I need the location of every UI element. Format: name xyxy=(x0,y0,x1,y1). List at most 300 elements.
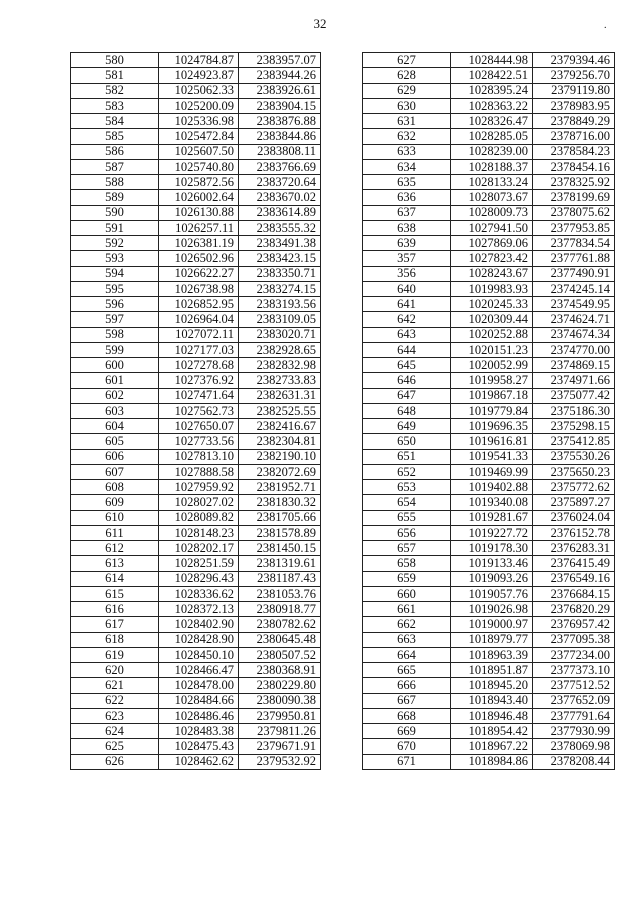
y-coordinate-cell: 2375772.62 xyxy=(533,480,615,495)
table-row xyxy=(363,175,615,190)
x-coordinate-cell: 1028073.67 xyxy=(451,190,533,205)
x-coordinate-cell: 1024784.87 xyxy=(159,53,239,68)
table-row xyxy=(363,449,615,464)
table-row xyxy=(71,708,321,723)
y-coordinate-cell: 2382525.55 xyxy=(239,403,321,418)
point-number-cell: 641 xyxy=(363,297,451,312)
table-row xyxy=(363,220,615,235)
x-coordinate-cell: 1020245.33 xyxy=(451,297,533,312)
y-coordinate-cell: 2380368.91 xyxy=(239,663,321,678)
x-coordinate-cell: 1019616.81 xyxy=(451,434,533,449)
point-number-cell: 649 xyxy=(363,419,451,434)
x-coordinate-cell: 1018946.48 xyxy=(451,708,533,723)
table-row xyxy=(71,236,321,251)
table-row xyxy=(71,190,321,205)
point-number-cell: 602 xyxy=(71,388,159,403)
table-row xyxy=(71,68,321,83)
point-number-cell: 659 xyxy=(363,571,451,586)
point-number-cell: 585 xyxy=(71,129,159,144)
x-coordinate-cell: 1019541.33 xyxy=(451,449,533,464)
table-row xyxy=(71,754,321,769)
table-row xyxy=(71,159,321,174)
table-row xyxy=(363,739,615,754)
point-number-cell: 657 xyxy=(363,541,451,556)
table-row xyxy=(363,678,615,693)
table-row xyxy=(71,373,321,388)
x-coordinate-cell: 1028422.51 xyxy=(451,68,533,83)
table-row xyxy=(71,632,321,647)
y-coordinate-cell: 2378069.98 xyxy=(533,739,615,754)
point-number-cell: 626 xyxy=(71,754,159,769)
table-row xyxy=(363,419,615,434)
x-coordinate-cell: 1026130.88 xyxy=(159,205,239,220)
y-coordinate-cell: 2374674.34 xyxy=(533,327,615,342)
x-coordinate-cell: 1028188.37 xyxy=(451,159,533,174)
table-row xyxy=(363,403,615,418)
point-number-cell: 583 xyxy=(71,98,159,113)
x-coordinate-cell: 1025062.33 xyxy=(159,83,239,98)
point-number-cell: 624 xyxy=(71,724,159,739)
y-coordinate-cell: 2380782.62 xyxy=(239,617,321,632)
y-coordinate-cell: 2381187.43 xyxy=(239,571,321,586)
table-row xyxy=(363,342,615,357)
y-coordinate-cell: 2381578.89 xyxy=(239,525,321,540)
table-row xyxy=(363,327,615,342)
y-coordinate-cell: 2374549.95 xyxy=(533,297,615,312)
table-row xyxy=(363,525,615,540)
y-coordinate-cell: 2383193.56 xyxy=(239,297,321,312)
x-coordinate-cell: 1018967.22 xyxy=(451,739,533,754)
page-number: 32 xyxy=(313,16,327,31)
y-coordinate-cell: 2379950.81 xyxy=(239,708,321,723)
x-coordinate-cell: 1018945.20 xyxy=(451,678,533,693)
point-number-cell: 632 xyxy=(363,129,451,144)
x-coordinate-cell: 1019402.88 xyxy=(451,480,533,495)
y-coordinate-cell: 2380229.80 xyxy=(239,678,321,693)
point-number-cell: 612 xyxy=(71,541,159,556)
y-coordinate-cell: 2383555.32 xyxy=(239,220,321,235)
x-coordinate-cell: 1028243.67 xyxy=(451,266,533,281)
table-row xyxy=(363,571,615,586)
x-coordinate-cell: 1026622.27 xyxy=(159,266,239,281)
point-number-cell: 614 xyxy=(71,571,159,586)
y-coordinate-cell: 2376152.78 xyxy=(533,525,615,540)
table-row xyxy=(363,144,615,159)
table-row xyxy=(363,297,615,312)
table-row xyxy=(363,190,615,205)
y-coordinate-cell: 2375077.42 xyxy=(533,388,615,403)
x-coordinate-cell: 1028326.47 xyxy=(451,114,533,129)
point-number-cell: 600 xyxy=(71,358,159,373)
table-row xyxy=(363,663,615,678)
point-number-cell: 642 xyxy=(363,312,451,327)
point-number-cell: 589 xyxy=(71,190,159,205)
table-row xyxy=(363,632,615,647)
y-coordinate-cell: 2381053.76 xyxy=(239,586,321,601)
x-coordinate-cell: 1027376.92 xyxy=(159,373,239,388)
point-number-cell: 617 xyxy=(71,617,159,632)
y-coordinate-cell: 2377930.99 xyxy=(533,724,615,739)
table-row xyxy=(363,281,615,296)
x-coordinate-cell: 1028363.22 xyxy=(451,98,533,113)
table-row xyxy=(363,586,615,601)
y-coordinate-cell: 2383491.38 xyxy=(239,236,321,251)
table-row xyxy=(71,83,321,98)
x-coordinate-cell: 1027278.68 xyxy=(159,358,239,373)
x-coordinate-cell: 1028202.17 xyxy=(159,541,239,556)
point-number-cell: 580 xyxy=(71,53,159,68)
point-number-cell: 667 xyxy=(363,693,451,708)
x-coordinate-cell: 1028462.62 xyxy=(159,754,239,769)
point-number-cell: 605 xyxy=(71,434,159,449)
table-row xyxy=(363,602,615,617)
x-coordinate-cell: 1028251.59 xyxy=(159,556,239,571)
y-coordinate-cell: 2382072.69 xyxy=(239,464,321,479)
y-coordinate-cell: 2381705.66 xyxy=(239,510,321,525)
x-coordinate-cell: 1027813.10 xyxy=(159,449,239,464)
point-number-cell: 611 xyxy=(71,525,159,540)
table-row xyxy=(363,205,615,220)
x-coordinate-cell: 1026002.64 xyxy=(159,190,239,205)
table-row xyxy=(363,266,615,281)
point-number-cell: 608 xyxy=(71,480,159,495)
point-number-cell: 662 xyxy=(363,617,451,632)
point-number-cell: 638 xyxy=(363,220,451,235)
point-number-cell: 613 xyxy=(71,556,159,571)
table-row xyxy=(71,98,321,113)
point-number-cell: 647 xyxy=(363,388,451,403)
point-number-cell: 610 xyxy=(71,510,159,525)
table-row xyxy=(71,541,321,556)
table-row xyxy=(363,434,615,449)
point-number-cell: 634 xyxy=(363,159,451,174)
x-coordinate-cell: 1026381.19 xyxy=(159,236,239,251)
table-row xyxy=(363,495,615,510)
x-coordinate-cell: 1027888.58 xyxy=(159,464,239,479)
x-coordinate-cell: 1027471.64 xyxy=(159,388,239,403)
y-coordinate-cell: 2382190.10 xyxy=(239,449,321,464)
point-number-cell: 670 xyxy=(363,739,451,754)
y-coordinate-cell: 2378454.16 xyxy=(533,159,615,174)
point-number-cell: 652 xyxy=(363,464,451,479)
x-coordinate-cell: 1019178.30 xyxy=(451,541,533,556)
y-coordinate-cell: 2382928.65 xyxy=(239,342,321,357)
y-coordinate-cell: 2383876.88 xyxy=(239,114,321,129)
table-row xyxy=(71,724,321,739)
table-row xyxy=(363,693,615,708)
point-number-cell: 597 xyxy=(71,312,159,327)
x-coordinate-cell: 1027869.06 xyxy=(451,236,533,251)
point-number-cell: 660 xyxy=(363,586,451,601)
table-row xyxy=(71,266,321,281)
x-coordinate-cell: 1027072.11 xyxy=(159,327,239,342)
table-row xyxy=(363,556,615,571)
x-coordinate-cell: 1028239.00 xyxy=(451,144,533,159)
table-row xyxy=(71,602,321,617)
point-number-cell: 599 xyxy=(71,342,159,357)
y-coordinate-cell: 2378716.00 xyxy=(533,129,615,144)
y-coordinate-cell: 2382631.31 xyxy=(239,388,321,403)
y-coordinate-cell: 2380090.38 xyxy=(239,693,321,708)
y-coordinate-cell: 2382733.83 xyxy=(239,373,321,388)
x-coordinate-cell: 1019026.98 xyxy=(451,602,533,617)
point-number-cell: 584 xyxy=(71,114,159,129)
table-row xyxy=(363,129,615,144)
table-row xyxy=(71,495,321,510)
point-number-cell: 669 xyxy=(363,724,451,739)
point-number-cell: 663 xyxy=(363,632,451,647)
table-row xyxy=(71,144,321,159)
y-coordinate-cell: 2374624.71 xyxy=(533,312,615,327)
table-row xyxy=(71,403,321,418)
table-row xyxy=(71,449,321,464)
y-coordinate-cell: 2375412.85 xyxy=(533,434,615,449)
x-coordinate-cell: 1019867.18 xyxy=(451,388,533,403)
x-coordinate-cell: 1027823.42 xyxy=(451,251,533,266)
table-row xyxy=(71,175,321,190)
point-number-cell: 661 xyxy=(363,602,451,617)
y-coordinate-cell: 2375298.15 xyxy=(533,419,615,434)
x-coordinate-cell: 1020052.99 xyxy=(451,358,533,373)
point-number-cell: 356 xyxy=(363,266,451,281)
point-number-cell: 609 xyxy=(71,495,159,510)
point-number-cell: 631 xyxy=(363,114,451,129)
table-row xyxy=(71,220,321,235)
x-coordinate-cell: 1024923.87 xyxy=(159,68,239,83)
y-coordinate-cell: 2383844.86 xyxy=(239,129,321,144)
point-number-cell: 646 xyxy=(363,373,451,388)
y-coordinate-cell: 2383350.71 xyxy=(239,266,321,281)
y-coordinate-cell: 2378208.44 xyxy=(533,754,615,769)
x-coordinate-cell: 1020309.44 xyxy=(451,312,533,327)
table-row xyxy=(363,159,615,174)
point-number-cell: 601 xyxy=(71,373,159,388)
point-number-cell: 592 xyxy=(71,236,159,251)
page-mark: . xyxy=(604,20,607,31)
point-number-cell: 648 xyxy=(363,403,451,418)
x-coordinate-cell: 1028148.23 xyxy=(159,525,239,540)
point-number-cell: 636 xyxy=(363,190,451,205)
table-row xyxy=(71,586,321,601)
x-coordinate-cell: 1027733.56 xyxy=(159,434,239,449)
y-coordinate-cell: 2377761.88 xyxy=(533,251,615,266)
table-row xyxy=(363,236,615,251)
x-coordinate-cell: 1019281.67 xyxy=(451,510,533,525)
table-row xyxy=(71,327,321,342)
table-row xyxy=(363,541,615,556)
point-number-cell: 621 xyxy=(71,678,159,693)
table-row xyxy=(363,388,615,403)
y-coordinate-cell: 2381319.61 xyxy=(239,556,321,571)
y-coordinate-cell: 2383944.26 xyxy=(239,68,321,83)
y-coordinate-cell: 2383614.89 xyxy=(239,205,321,220)
coordinates-table-left xyxy=(70,52,321,770)
y-coordinate-cell: 2382832.98 xyxy=(239,358,321,373)
point-number-cell: 586 xyxy=(71,144,159,159)
point-number-cell: 650 xyxy=(363,434,451,449)
table-row xyxy=(363,373,615,388)
point-number-cell: 655 xyxy=(363,510,451,525)
x-coordinate-cell: 1027941.50 xyxy=(451,220,533,235)
y-coordinate-cell: 2379671.91 xyxy=(239,739,321,754)
y-coordinate-cell: 2378584.23 xyxy=(533,144,615,159)
table-row xyxy=(71,434,321,449)
x-coordinate-cell: 1019779.84 xyxy=(451,403,533,418)
x-coordinate-cell: 1018954.42 xyxy=(451,724,533,739)
x-coordinate-cell: 1026852.95 xyxy=(159,297,239,312)
x-coordinate-cell: 1025200.09 xyxy=(159,98,239,113)
x-coordinate-cell: 1027959.92 xyxy=(159,480,239,495)
y-coordinate-cell: 2378199.69 xyxy=(533,190,615,205)
table-row xyxy=(71,480,321,495)
y-coordinate-cell: 2377373.10 xyxy=(533,663,615,678)
x-coordinate-cell: 1028089.82 xyxy=(159,510,239,525)
table-row xyxy=(71,388,321,403)
x-coordinate-cell: 1026257.11 xyxy=(159,220,239,235)
table-row xyxy=(71,205,321,220)
x-coordinate-cell: 1028336.62 xyxy=(159,586,239,601)
y-coordinate-cell: 2383670.02 xyxy=(239,190,321,205)
table-row xyxy=(71,510,321,525)
table-row xyxy=(363,98,615,113)
y-coordinate-cell: 2377652.09 xyxy=(533,693,615,708)
table-row xyxy=(363,358,615,373)
x-coordinate-cell: 1019983.93 xyxy=(451,281,533,296)
x-coordinate-cell: 1027177.03 xyxy=(159,342,239,357)
table-row xyxy=(71,312,321,327)
y-coordinate-cell: 2383423.15 xyxy=(239,251,321,266)
y-coordinate-cell: 2379256.70 xyxy=(533,68,615,83)
x-coordinate-cell: 1025740.80 xyxy=(159,159,239,174)
x-coordinate-cell: 1028395.24 xyxy=(451,83,533,98)
table-row xyxy=(71,129,321,144)
y-coordinate-cell: 2380645.48 xyxy=(239,632,321,647)
x-coordinate-cell: 1028027.02 xyxy=(159,495,239,510)
y-coordinate-cell: 2378075.62 xyxy=(533,205,615,220)
x-coordinate-cell: 1028475.43 xyxy=(159,739,239,754)
y-coordinate-cell: 2377834.54 xyxy=(533,236,615,251)
y-coordinate-cell: 2377490.91 xyxy=(533,266,615,281)
y-coordinate-cell: 2381830.32 xyxy=(239,495,321,510)
table-row xyxy=(71,647,321,662)
y-coordinate-cell: 2379532.92 xyxy=(239,754,321,769)
y-coordinate-cell: 2376549.16 xyxy=(533,571,615,586)
y-coordinate-cell: 2376283.31 xyxy=(533,541,615,556)
point-number-cell: 629 xyxy=(363,83,451,98)
x-coordinate-cell: 1025872.56 xyxy=(159,175,239,190)
x-coordinate-cell: 1018979.77 xyxy=(451,632,533,647)
table-row xyxy=(71,53,321,68)
point-number-cell: 607 xyxy=(71,464,159,479)
point-number-cell: 645 xyxy=(363,358,451,373)
table-row xyxy=(71,114,321,129)
x-coordinate-cell: 1019227.72 xyxy=(451,525,533,540)
y-coordinate-cell: 2379811.26 xyxy=(239,724,321,739)
x-coordinate-cell: 1019958.27 xyxy=(451,373,533,388)
x-coordinate-cell: 1020252.88 xyxy=(451,327,533,342)
y-coordinate-cell: 2378325.92 xyxy=(533,175,615,190)
x-coordinate-cell: 1028444.98 xyxy=(451,53,533,68)
table-row xyxy=(363,114,615,129)
point-number-cell: 630 xyxy=(363,98,451,113)
point-number-cell: 622 xyxy=(71,693,159,708)
y-coordinate-cell: 2376684.15 xyxy=(533,586,615,601)
table-row xyxy=(363,754,615,769)
point-number-cell: 591 xyxy=(71,220,159,235)
table-row xyxy=(71,251,321,266)
y-coordinate-cell: 2383720.64 xyxy=(239,175,321,190)
y-coordinate-cell: 2376415.49 xyxy=(533,556,615,571)
table-row xyxy=(71,464,321,479)
y-coordinate-cell: 2375650.23 xyxy=(533,464,615,479)
point-number-cell: 625 xyxy=(71,739,159,754)
y-coordinate-cell: 2379394.46 xyxy=(533,53,615,68)
y-coordinate-cell: 2383957.07 xyxy=(239,53,321,68)
x-coordinate-cell: 1027562.73 xyxy=(159,403,239,418)
x-coordinate-cell: 1019057.76 xyxy=(451,586,533,601)
y-coordinate-cell: 2383109.05 xyxy=(239,312,321,327)
x-coordinate-cell: 1019093.26 xyxy=(451,571,533,586)
y-coordinate-cell: 2377953.85 xyxy=(533,220,615,235)
point-number-cell: 594 xyxy=(71,266,159,281)
y-coordinate-cell: 2381952.71 xyxy=(239,480,321,495)
point-number-cell: 627 xyxy=(363,53,451,68)
point-number-cell: 656 xyxy=(363,525,451,540)
y-coordinate-cell: 2374869.15 xyxy=(533,358,615,373)
table-row xyxy=(363,647,615,662)
point-number-cell: 665 xyxy=(363,663,451,678)
point-number-cell: 623 xyxy=(71,708,159,723)
y-coordinate-cell: 2382304.81 xyxy=(239,434,321,449)
table-row xyxy=(363,464,615,479)
x-coordinate-cell: 1028285.05 xyxy=(451,129,533,144)
x-coordinate-cell: 1028372.13 xyxy=(159,602,239,617)
y-coordinate-cell: 2383904.15 xyxy=(239,98,321,113)
y-coordinate-cell: 2383766.69 xyxy=(239,159,321,174)
x-coordinate-cell: 1025607.50 xyxy=(159,144,239,159)
table-row xyxy=(71,419,321,434)
x-coordinate-cell: 1028478.00 xyxy=(159,678,239,693)
x-coordinate-cell: 1019696.35 xyxy=(451,419,533,434)
table-row xyxy=(363,68,615,83)
y-coordinate-cell: 2381450.15 xyxy=(239,541,321,556)
point-number-cell: 357 xyxy=(363,251,451,266)
point-number-cell: 643 xyxy=(363,327,451,342)
y-coordinate-cell: 2375897.27 xyxy=(533,495,615,510)
y-coordinate-cell: 2383274.15 xyxy=(239,281,321,296)
table-row xyxy=(363,251,615,266)
point-number-cell: 595 xyxy=(71,281,159,296)
point-number-cell: 633 xyxy=(363,144,451,159)
y-coordinate-cell: 2376024.04 xyxy=(533,510,615,525)
point-number-cell: 606 xyxy=(71,449,159,464)
table-row xyxy=(71,342,321,357)
table-row xyxy=(71,556,321,571)
y-coordinate-cell: 2377234.00 xyxy=(533,647,615,662)
y-coordinate-cell: 2376957.42 xyxy=(533,617,615,632)
point-number-cell: 654 xyxy=(363,495,451,510)
y-coordinate-cell: 2377095.38 xyxy=(533,632,615,647)
x-coordinate-cell: 1026738.98 xyxy=(159,281,239,296)
x-coordinate-cell: 1025336.98 xyxy=(159,114,239,129)
y-coordinate-cell: 2375530.26 xyxy=(533,449,615,464)
x-coordinate-cell: 1018984.86 xyxy=(451,754,533,769)
y-coordinate-cell: 2374770.00 xyxy=(533,342,615,357)
table-row xyxy=(71,693,321,708)
coordinates-table-right xyxy=(362,52,615,770)
point-number-cell: 644 xyxy=(363,342,451,357)
x-coordinate-cell: 1028466.47 xyxy=(159,663,239,678)
